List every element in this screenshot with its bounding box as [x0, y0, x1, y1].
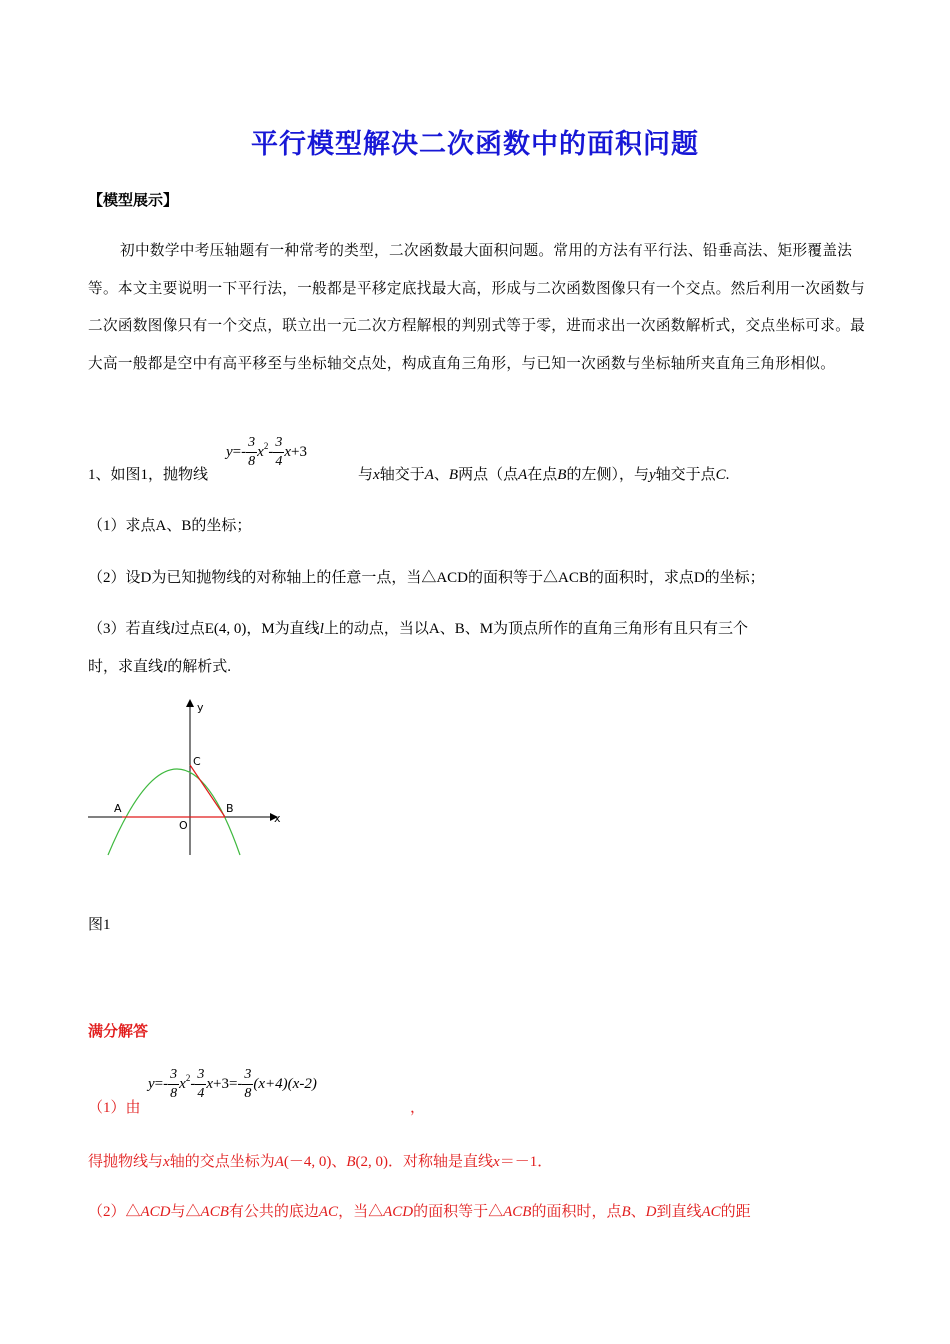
- label-O: O: [179, 819, 188, 832]
- formula-plus3: +3=-: [212, 1075, 243, 1092]
- frac-num: 3: [168, 1068, 179, 1085]
- frac-num: 3: [246, 436, 257, 453]
- frac-den: 8: [244, 1086, 252, 1101]
- text: 在点: [527, 467, 558, 483]
- solution-1-suffix: ，: [410, 1100, 426, 1116]
- formula-plus3: +3: [290, 443, 307, 460]
- solution-2: [88, 1200, 751, 1221]
- segment-CB: [190, 765, 225, 817]
- text: 与: [358, 467, 374, 483]
- formula-eq: =-: [232, 443, 247, 460]
- text: 上的动点，当以A、B、M为顶点所作的直角三角形有且只有三个: [323, 621, 749, 637]
- solution-1-result: [88, 1150, 552, 1171]
- var: A: [518, 467, 528, 483]
- question-3-cont: [88, 655, 231, 676]
- intro-paragraph: [88, 232, 868, 382]
- text: 轴的交点坐标为: [169, 1154, 275, 1170]
- var: AC: [701, 1204, 721, 1220]
- formula-tail: (x+4)(x-2): [253, 1075, 317, 1092]
- formula-x: x: [179, 1075, 186, 1092]
- formula-minus: -: [268, 443, 274, 460]
- text: 、: [433, 467, 449, 483]
- formula-x: x: [206, 1075, 213, 1092]
- text: (－4, 0)、: [283, 1154, 347, 1170]
- frac-den: 4: [197, 1086, 205, 1101]
- var: x: [493, 1154, 500, 1170]
- text: .: [725, 467, 730, 483]
- formula-minus: -: [190, 1075, 196, 1092]
- text: (2, 0)．对称轴是直线: [355, 1154, 494, 1170]
- formula-frac: [242, 1068, 253, 1101]
- text: ，当△: [338, 1204, 384, 1220]
- var: y: [648, 467, 656, 483]
- formula-frac: [168, 1068, 179, 1101]
- formula-eq: =-: [154, 1075, 169, 1092]
- var: C: [715, 467, 726, 483]
- var: D: [645, 1204, 657, 1220]
- solution-1-formula: [148, 1068, 317, 1101]
- question-3: [88, 617, 748, 638]
- frac-num: 3: [273, 436, 284, 453]
- formula-x: x: [257, 443, 264, 460]
- text: 到直线: [656, 1204, 702, 1220]
- var: x: [163, 1154, 170, 1170]
- text: 两点（点: [458, 467, 519, 483]
- var: x: [373, 467, 380, 483]
- label-y: y: [197, 701, 204, 714]
- var: ACB: [200, 1204, 229, 1220]
- y-axis-arrow: [186, 699, 194, 707]
- formula-frac-1: [246, 436, 257, 469]
- formula-y: y: [148, 1075, 155, 1092]
- var: B: [557, 467, 567, 483]
- var: AC: [318, 1204, 339, 1220]
- var: B: [346, 1154, 356, 1170]
- formula-frac: [195, 1068, 206, 1101]
- text: 的面积等于△: [413, 1204, 504, 1220]
- problem-intro-prefix: 1、如图1，抛物线: [88, 467, 209, 483]
- text: 的左侧），与: [566, 467, 649, 483]
- parabola-curve: [108, 769, 240, 855]
- figure-caption: 图1: [88, 917, 111, 933]
- question-1: （1）求点A、B的坐标；: [88, 518, 252, 534]
- problem-intro-suffix: [358, 463, 729, 484]
- var: l: [170, 621, 175, 637]
- formula-frac-2: [273, 436, 284, 469]
- section-heading: 【模型展示】: [88, 191, 179, 209]
- text: （3）若直线: [88, 621, 171, 637]
- var: l: [163, 659, 168, 675]
- figure-1-graph: [80, 695, 290, 865]
- var: ACD: [383, 1204, 414, 1220]
- var: A: [424, 467, 434, 483]
- text: 过点E(4, 0)，M为直线: [174, 621, 320, 637]
- solution-1-prefix: （1）由: [88, 1100, 141, 1116]
- var: A: [274, 1154, 284, 1170]
- text: 轴交于点: [655, 467, 716, 483]
- question-2: （2）设D为已知抛物线的对称轴上的任意一点，当△ACD的面积等于△ACB的面积时，求点D的坐标；: [88, 570, 765, 586]
- label-x: x: [274, 812, 281, 825]
- var: ACB: [503, 1204, 532, 1220]
- frac-num: 3: [242, 1068, 253, 1085]
- label-C: C: [193, 755, 201, 768]
- problem-intro: [88, 463, 208, 484]
- text: 、: [630, 1204, 646, 1220]
- frac-den: 8: [170, 1086, 178, 1101]
- problem-formula: [226, 436, 307, 469]
- formula-sup: 2: [263, 440, 269, 451]
- frac-num: 3: [195, 1068, 206, 1085]
- label-B: B: [226, 802, 234, 815]
- frac-den: 4: [275, 454, 283, 469]
- text: 的距: [720, 1204, 751, 1220]
- text: 的面积时，点: [531, 1204, 622, 1220]
- var: l: [319, 621, 324, 637]
- var: ACD: [140, 1204, 171, 1220]
- text: （2）△: [88, 1204, 141, 1220]
- text: 得抛物线与: [88, 1154, 164, 1170]
- intro-text: 初中数学中考压轴题有一种常考的类型，二次函数最大面积问题。常用的方法有平行法、铅垂高法、矩形覆盖法等。本文主要说明一下平行法，一般都是平移定底找最大高，形成与二次函数图像只有一个交点。然后利用一次函数与二次函数图像只有一个交点，联立出一元二次方程解根的判别式等于零，进而求出一次函数解析式，交点坐标可求。最大高一般都是空中有高平移至与坐标轴交点处，构成直角三角形，与已知一次函数与坐标轴所夹直角三角形相似。: [88, 242, 866, 372]
- formula-y: y: [226, 443, 233, 460]
- formula-sup: 2: [185, 1072, 191, 1083]
- text: 时，求直线: [88, 659, 164, 675]
- page-title: 平行模型解决二次函数中的面积问题: [251, 129, 699, 160]
- text: 的解析式.: [167, 659, 231, 675]
- text: ＝－1．: [499, 1154, 553, 1170]
- text: 有公共的底边: [228, 1204, 319, 1220]
- var: B: [621, 1204, 631, 1220]
- frac-den: 8: [248, 454, 256, 469]
- var: B: [448, 467, 459, 483]
- text: 与△: [170, 1204, 201, 1220]
- formula-x: x: [284, 443, 291, 460]
- solution-heading: 满分解答: [88, 1022, 149, 1040]
- label-A: A: [114, 802, 122, 815]
- text: 轴交于: [379, 467, 425, 483]
